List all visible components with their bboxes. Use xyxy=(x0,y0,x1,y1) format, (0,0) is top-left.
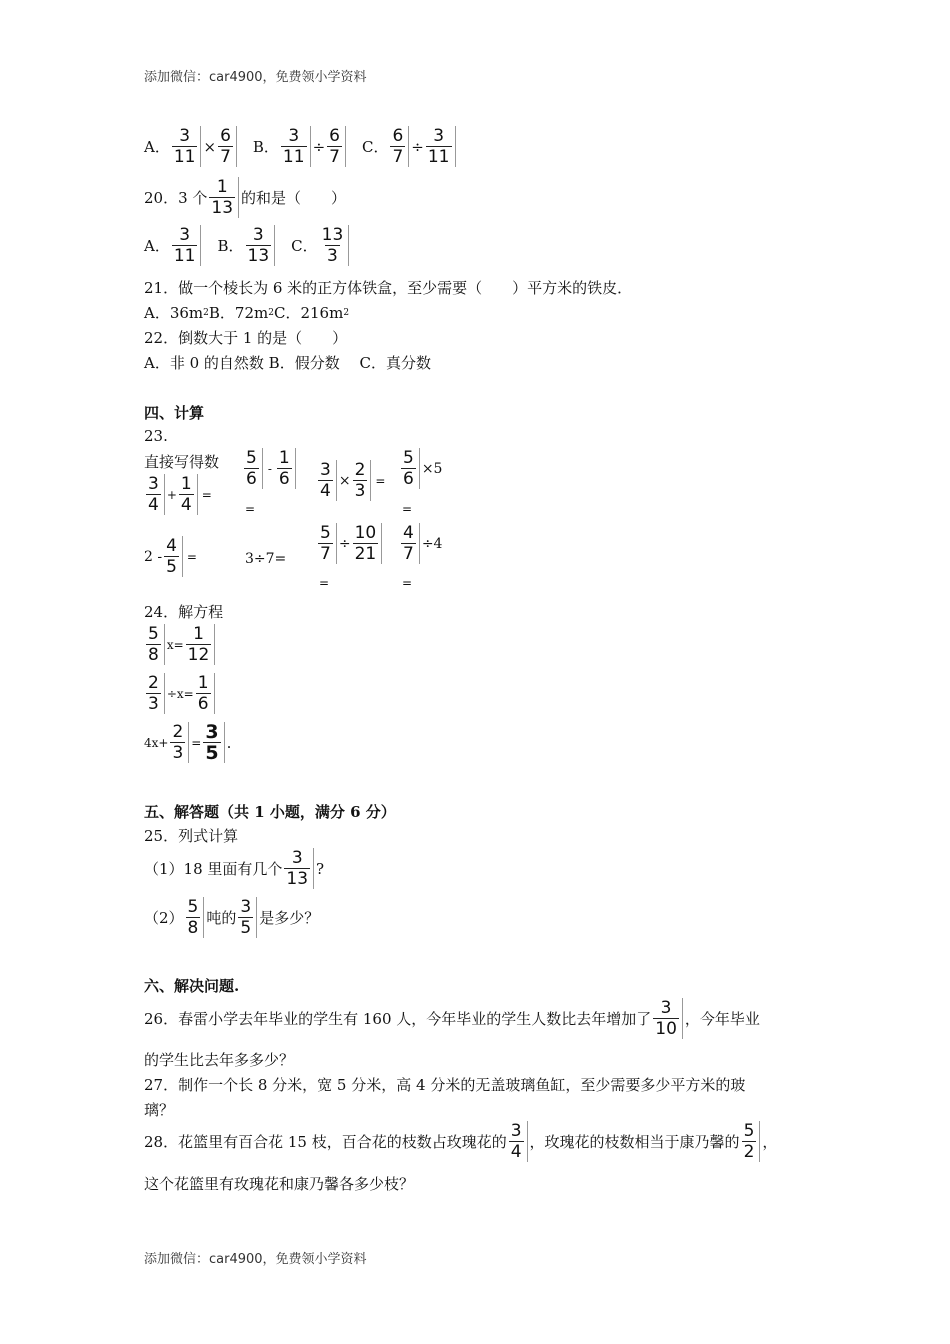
fraction xyxy=(426,126,456,167)
q21-options xyxy=(144,302,349,323)
option-a-label: A． xyxy=(144,138,170,156)
text-fragment: B．72m xyxy=(208,304,269,322)
text-fragment: ×5 xyxy=(421,460,443,477)
fraction-denominator: 11 xyxy=(173,147,196,167)
q26-line-2: 的学生比去年多多少？ xyxy=(144,1051,295,1069)
fraction xyxy=(246,225,276,266)
fraction-numerator: 3 xyxy=(240,897,252,917)
fraction-denominator: 8 xyxy=(187,918,199,938)
text-fragment: = xyxy=(375,473,386,488)
text-fragment: 4x+ xyxy=(144,735,169,750)
fraction-denominator: 7 xyxy=(320,544,331,564)
fraction xyxy=(327,126,346,167)
fraction-denominator: 13 xyxy=(286,869,309,889)
text-fragment: ÷ xyxy=(338,535,351,552)
text-fragment: A．36m xyxy=(144,304,204,322)
fraction xyxy=(353,460,372,501)
fraction-denominator: 6 xyxy=(246,469,257,489)
fraction xyxy=(186,897,205,938)
fraction-numerator: 1 xyxy=(278,448,290,468)
fraction xyxy=(401,523,420,564)
equation-3 xyxy=(144,722,231,763)
q28-line-2: 这个花篮里有玫瑰花和康乃馨各多少枝？ xyxy=(144,1175,415,1193)
fraction-denominator: 4 xyxy=(180,495,192,515)
fraction xyxy=(146,474,165,515)
fraction-numerator: 1 xyxy=(193,624,204,644)
fraction-denominator: 5 xyxy=(240,918,252,938)
fraction xyxy=(320,225,350,266)
text-fragment: = xyxy=(201,487,212,502)
fraction-numerator: 2 xyxy=(148,673,159,693)
fraction-denominator: 5 xyxy=(205,742,219,764)
option-c-label: C． xyxy=(361,138,389,156)
section-5-title: 五、解答题（共 1 小题，满分 6 分） xyxy=(144,803,396,821)
operator: × xyxy=(203,137,217,156)
fraction-numerator: 1 xyxy=(180,474,192,494)
fraction-denominator: 3 xyxy=(354,481,366,501)
fraction xyxy=(509,1121,528,1162)
text-fragment: ，今年毕业 xyxy=(684,1010,760,1028)
fraction-numerator: 5 xyxy=(320,523,331,543)
fraction-denominator: 4 xyxy=(510,1142,522,1162)
fraction-denominator: 13 xyxy=(247,246,270,266)
text-fragment: 2 - xyxy=(144,548,163,565)
fraction-denominator: 10 xyxy=(655,1019,677,1039)
q27-line-2: 璃？ xyxy=(144,1101,175,1119)
text-fragment: = xyxy=(191,735,202,750)
fraction-numerator: 5 xyxy=(187,897,199,917)
text-fragment: A． xyxy=(144,237,170,255)
fraction-denominator: 6 xyxy=(278,469,290,489)
page-footer: 添加微信：car4900，免费领小学资料 xyxy=(144,1252,367,1267)
fraction-numerator: 5 xyxy=(246,448,257,468)
text-fragment: 28．花篮里有百合花 15 枝，百合花的枝数占玫瑰花的 xyxy=(144,1133,507,1151)
fraction-denominator: 7 xyxy=(220,147,231,167)
section-6-title: 六、解决问题. xyxy=(144,977,240,995)
fraction xyxy=(172,126,202,167)
fraction-denominator: 4 xyxy=(320,481,331,501)
calc-item: 3÷7= xyxy=(245,551,287,567)
q25-part-2 xyxy=(144,897,319,938)
superscript: 2 xyxy=(268,307,274,318)
q20-question xyxy=(144,177,346,218)
q28-line-1 xyxy=(144,1121,777,1162)
fraction xyxy=(284,848,314,889)
page-header: 添加微信：car4900，免费领小学资料 xyxy=(144,70,367,85)
q21-question: 21．做一个棱长为 6 米的正方体铁盒，至少需要（ ）平方米的铁皮． xyxy=(144,279,633,297)
text-fragment: ? xyxy=(316,859,325,878)
fraction-numerator: 3 xyxy=(179,126,191,146)
fraction-numerator: 5 xyxy=(743,1121,755,1141)
fraction-numerator: 3 xyxy=(288,126,300,146)
fraction-denominator: 7 xyxy=(392,147,404,167)
calc-item xyxy=(316,460,385,501)
equation-2 xyxy=(144,673,217,714)
calc-item xyxy=(144,474,212,515)
q22-options: A．非 0 的自然数 B．假分数 C．真分数 xyxy=(144,354,431,372)
text-fragment: × xyxy=(338,472,351,489)
text-fragment: C． xyxy=(291,237,318,255)
fraction-numerator: 3 xyxy=(291,848,303,868)
fraction-numerator: 3 xyxy=(252,225,264,245)
fraction-numerator: 3 xyxy=(320,460,331,480)
text-fragment: 26．春雷小学去年毕业的学生有 160 人，今年毕业的学生人数比去年增加了 xyxy=(144,1010,652,1028)
text-fragment: 的和是（ ） xyxy=(241,189,347,207)
text-fragment: ÷4 xyxy=(421,535,443,552)
fraction xyxy=(318,460,337,501)
fraction xyxy=(203,722,224,763)
text-fragment: ÷x= xyxy=(166,686,194,701)
fraction-numerator: 1 xyxy=(216,177,228,197)
fraction-numerator: 4 xyxy=(403,523,414,543)
fraction xyxy=(244,448,263,489)
text-fragment: B． xyxy=(217,237,244,255)
fraction-numerator: 5 xyxy=(403,448,414,468)
fraction-denominator: 5 xyxy=(166,557,177,577)
fraction xyxy=(179,474,198,515)
superscript: 2 xyxy=(203,307,209,318)
fraction-numerator: 3 xyxy=(179,225,191,245)
fraction xyxy=(172,225,202,266)
q27-line-1: 27．制作一个长 8 分米，宽 5 分米，高 4 分米的无盖玻璃鱼缸，至少需要多少平方米的玻 xyxy=(144,1076,746,1094)
fraction xyxy=(238,897,257,938)
text-fragment: 是多少？ xyxy=(259,909,320,927)
fraction-numerator: 6 xyxy=(329,126,340,146)
fraction-numerator: 5 xyxy=(148,624,159,644)
fraction xyxy=(209,177,239,218)
calc-item xyxy=(316,523,384,564)
fraction-denominator: 3 xyxy=(172,743,184,763)
fraction-denominator: 3 xyxy=(148,694,159,714)
q23-instruction: 直接写得数 xyxy=(144,453,220,471)
fraction-denominator: 6 xyxy=(197,694,209,714)
fraction xyxy=(318,523,337,564)
equals-sign: = xyxy=(402,502,413,516)
fraction-numerator: 3 xyxy=(660,998,672,1018)
fraction-numerator: 3 xyxy=(510,1121,522,1141)
operator: ÷ xyxy=(312,137,326,156)
fraction xyxy=(353,523,383,564)
fraction xyxy=(170,722,189,763)
fraction xyxy=(146,624,165,665)
text-fragment: ， xyxy=(762,1133,778,1151)
text-fragment: （2） xyxy=(144,909,184,927)
text-fragment: 吨的 xyxy=(206,909,237,927)
q25-part-1 xyxy=(144,848,324,889)
section-4-title: 四、计算 xyxy=(144,404,205,422)
text-fragment: ，玫瑰花的枝数相当于康乃馨的 xyxy=(529,1133,740,1151)
superscript: 2 xyxy=(343,307,350,318)
equals-sign: = xyxy=(402,576,413,590)
option-b-label: B． xyxy=(252,138,279,156)
text-fragment: x= xyxy=(166,637,184,652)
q19-options xyxy=(144,126,458,167)
fraction-numerator: 3 xyxy=(433,126,445,146)
fraction-denominator: 7 xyxy=(329,147,340,167)
equation-1 xyxy=(144,624,217,665)
fraction-numerator: 10 xyxy=(354,523,377,543)
fraction-denominator: 4 xyxy=(148,495,159,515)
fraction-denominator: 21 xyxy=(354,544,377,564)
equals-sign: = xyxy=(319,576,330,590)
text-fragment: - xyxy=(267,461,272,476)
q26-line-1 xyxy=(144,998,760,1039)
fraction-denominator: 11 xyxy=(173,246,196,266)
fraction xyxy=(401,448,420,489)
fraction-denominator: 11 xyxy=(282,147,305,167)
equals-sign: = xyxy=(245,502,256,516)
fraction xyxy=(164,536,183,577)
text-fragment: 20．3 个 xyxy=(144,189,208,207)
fraction-numerator: 1 xyxy=(197,673,209,693)
fraction xyxy=(390,126,409,167)
fraction xyxy=(186,624,216,665)
fraction-denominator: 6 xyxy=(403,469,414,489)
fraction-numerator: 6 xyxy=(220,126,231,146)
fraction-numerator: 6 xyxy=(392,126,404,146)
text-fragment: = xyxy=(186,549,197,564)
fraction-denominator: 12 xyxy=(187,645,210,665)
fraction xyxy=(742,1121,761,1162)
text-fragment: C．216m xyxy=(273,304,344,322)
fraction-numerator: 2 xyxy=(354,460,366,480)
text-fragment: （1）18 里面有几个 xyxy=(144,860,283,878)
fraction-denominator: 13 xyxy=(211,198,234,218)
fraction-numerator: 4 xyxy=(166,536,177,556)
q22-question: 22．倒数大于 1 的是（ ） xyxy=(144,329,348,347)
q24-title: 24．解方程 xyxy=(144,603,224,621)
fraction xyxy=(146,673,165,714)
q25-title: 25．列式计算 xyxy=(144,827,239,845)
calc-item xyxy=(144,536,197,577)
q23-number: 23. xyxy=(144,427,168,445)
calc-item xyxy=(242,448,298,489)
fraction-numerator: 3 xyxy=(148,474,159,494)
fraction-numerator: 3 xyxy=(205,721,219,743)
q20-options xyxy=(144,225,351,266)
fraction xyxy=(653,998,683,1039)
fraction-denominator: 8 xyxy=(148,645,159,665)
calc-item xyxy=(399,448,442,489)
calc-item xyxy=(399,523,442,564)
operator: ÷ xyxy=(411,137,424,156)
fraction xyxy=(196,673,215,714)
fraction-denominator: 11 xyxy=(427,147,450,167)
fraction xyxy=(277,448,296,489)
fraction-denominator: 2 xyxy=(743,1142,755,1162)
fraction-denominator: 7 xyxy=(403,544,414,564)
fraction-numerator: 2 xyxy=(172,722,184,742)
fraction xyxy=(281,126,311,167)
fraction-numerator: 13 xyxy=(321,225,344,245)
text-fragment: . xyxy=(226,733,232,752)
fraction-denominator: 3 xyxy=(327,246,338,266)
fraction xyxy=(218,126,237,167)
text-fragment: + xyxy=(166,487,177,502)
